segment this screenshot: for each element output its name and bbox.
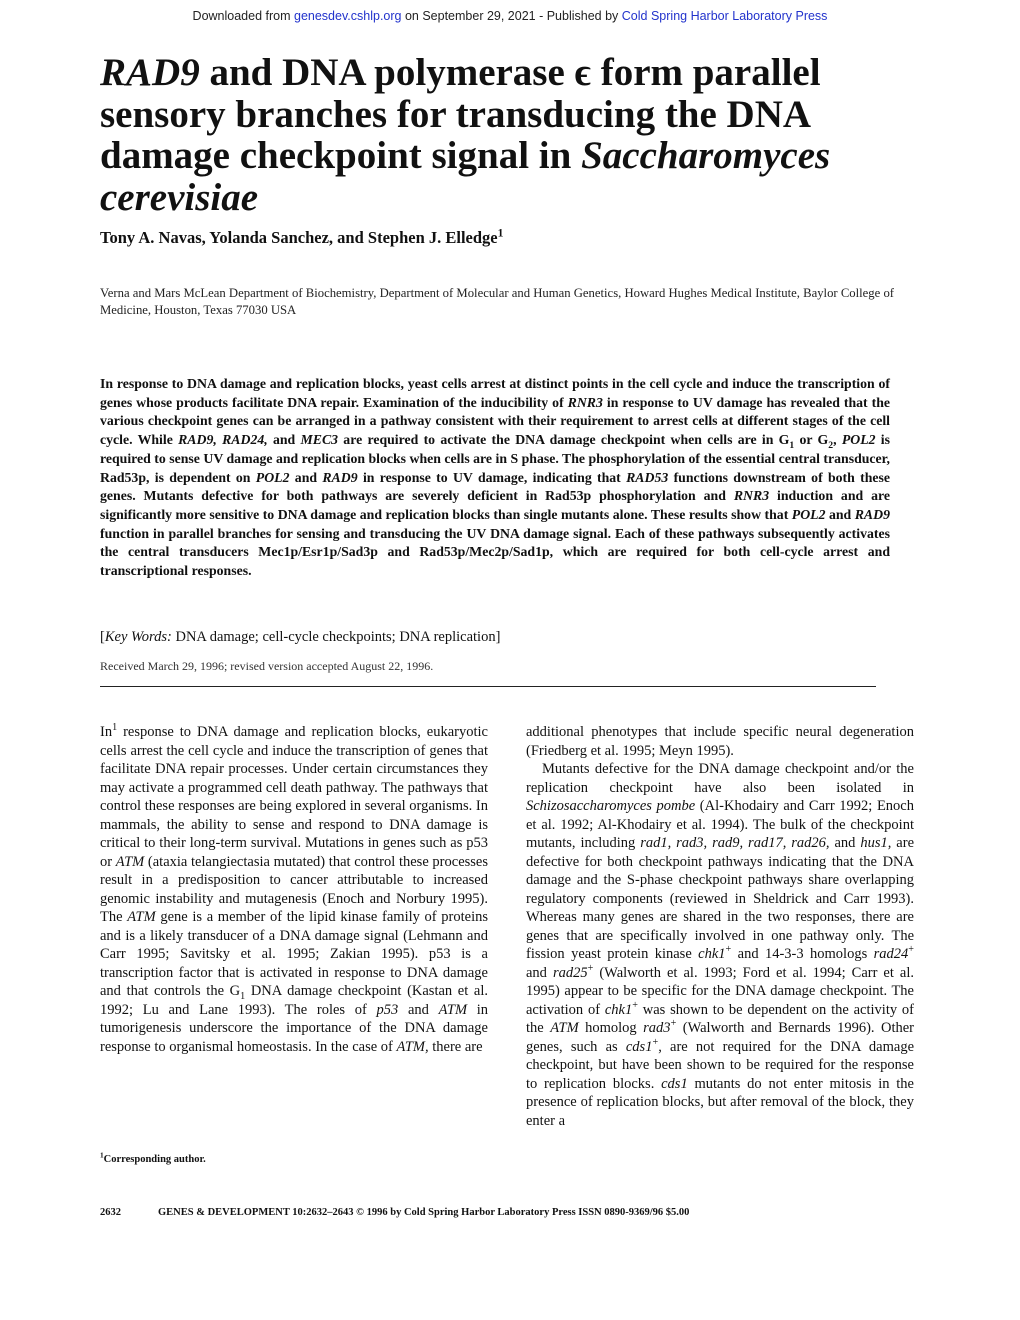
author-names: Tony A. Navas, Yolanda Sanchez, and Stephen J. Elledge	[100, 228, 498, 247]
banner-middle: on September 29, 2021 - Published by	[401, 9, 622, 23]
key-words-text: DNA damage; cell-cycle checkpoints; DNA replication]	[171, 629, 501, 645]
received-dates: Received March 29, 1996; revised version accepted August 22, 1996.	[100, 659, 434, 673]
page-footer	[100, 1207, 860, 1218]
key-words: [Key Words: DNA damage; cell-cycle checkpoints; DNA replication]	[100, 629, 501, 645]
author-footnote-mark: 1	[497, 227, 504, 240]
footnote: $^1$Corresponding author.	[100, 1150, 206, 1165]
body-column-right	[526, 723, 914, 1130]
title-main: and DNA polymerase ϵ form parallel sensory branches for transducing the DNA damage checkpoint signal in	[100, 51, 821, 177]
title-species: Saccharomyces cerevisiae	[100, 134, 831, 219]
section-divider	[100, 686, 876, 687]
download-banner	[0, 9, 1020, 23]
paragraph: In$^1$ response to DNA damage and replication blocks, eukaryotic cells arrest the cell cycle and induce the transcription of genes that facilitate DNA repair processes. Under certain circumstances they may activate a programmed cell death pathway. The pathways that control these responses are being explored in several organisms. In mammals, the ability to sense and respond to DNA damage is critical to their long-term survival. Mutations in genes such as p53 or ATM (ataxia telangiectasia mutated) that control these processes result in a predisposition to cancer attributable to increased genomic instability and mutagenesis (Enoch and Norbury 1995). The ATM gene is a member of the lipid kinase family of proteins and is a likely transducer of a DNA damage signal (Lehmann and Carr 1995; Savitsky et al. 1995; Zakian 1995). p53 is a transcription factor that is activated in response to DNA damage and that controls the $G_1$ DNA damage checkpoint (Kastan et al. 1992; Lu and Lane 1993). The roles of p53 and ATM in tumorigenesis underscore the importance of the DNA damage response to organismal homeostasis. In the case of ATM, there are	[100, 722, 489, 1055]
article-title	[100, 52, 900, 218]
page-number: 2632	[100, 1207, 121, 1218]
journal-citation: GENES & DEVELOPMENT 10:2632–2643 © 1996 by Cold Spring Harbor Laboratory Press ISSN 0890-9369/96 $5.00	[158, 1207, 690, 1218]
paragraph: Mutants defective for the DNA damage checkpoint and/or the replication checkpoint have also been isolated in Schizosaccharomyces pombe (Al-Khodairy and Carr 1992; Enoch et al. 1992; Al-Khodairy et al. 1994). The bulk of the checkpoint mutants, including rad1, rad3, rad9, rad17, rad26, and hus1, are defective for both checkpoint pathways indicating that the DNA damage and the S-phase checkpoint pathways share overlapping regulatory components (reviewed in Sheldrick and Carr 1993). Whereas many genes are shared in the two responses, there are genes that are specifically involved in one pathway only. The fission yeast protein kinase chk1+ and 14-3-3 homologs rad24+ and rad25+ (Walworth et al. 1993; Ford et al. 1994; Carr et al. 1995) appear to be specific for the DNA damage checkpoint. The activation of chk1+ was shown to be dependent on the activity of the ATM homolog rad3+ (Walworth and Bernards 1996). Other genes, such as cds1+, are not required for the DNA damage checkpoint, but have been shown to be required for the response to replication blocks. cds1 mutants do not enter mitosis in the presence of replication blocks, but after removal of the block, they enter a	[526, 761, 915, 1129]
affiliation: Verna and Mars McLean Department of Biochemistry, Department of Molecular and Human Genetics, Howard Hughes Medical Institute, Baylor College of Medicine, Houston, Texas 77030 USA	[100, 286, 895, 317]
paragraph: additional phenotypes that include specific neural degeneration (Friedberg et al. 1995; Meyn 1995).	[526, 724, 914, 759]
author-list	[100, 228, 900, 248]
key-words-label: Key Words:	[104, 629, 172, 645]
abstract: In response to DNA damage and replication blocks, yeast cells arrest at distinct points in the cell cycle and induce the transcription of genes whose products facilitate DNA repair. Examination of the inducibility of RNR3 in response to UV damage has revealed that the various checkpoint genes can be arranged in a pathway consistent with their requirement to arrest cells at different stages of the cell cycle. While RAD9, RAD24, and MEC3 are required to activate the DNA damage checkpoint when cells are in $G_1$ or $G_2$, POL2 is required to sense UV damage and replication blocks when cells are in S phase. The phosphorylation of the essential central transducer, Rad53p, is dependent on POL2 and RAD9 in response to UV damage, indicating that RAD53 functions downstream of both these genes. Mutants defective for both pathways are severely deficient in Rad53p phosphorylation and RNR3 induction and are significantly more sensitive to DNA damage and replication blocks than single mutants alone. These results show that POL2 and RAD9 function in parallel branches for sensing and transducing the UV DNA damage signal. Each of these pathways subsequently activates the central transducers Mec1p/Esr1p/Sad3p and Rad53p/Mec2p/Sad1p, which are required for both cell-cycle arrest and transcriptional responses.	[100, 376, 890, 579]
title-gene: RAD9	[100, 51, 200, 94]
banner-prefix: Downloaded from	[192, 9, 294, 23]
site-link[interactable]: genesdev.cshlp.org	[294, 9, 402, 23]
publisher-link[interactable]: Cold Spring Harbor Laboratory Press	[621, 9, 828, 23]
body-column-left	[100, 723, 488, 1056]
